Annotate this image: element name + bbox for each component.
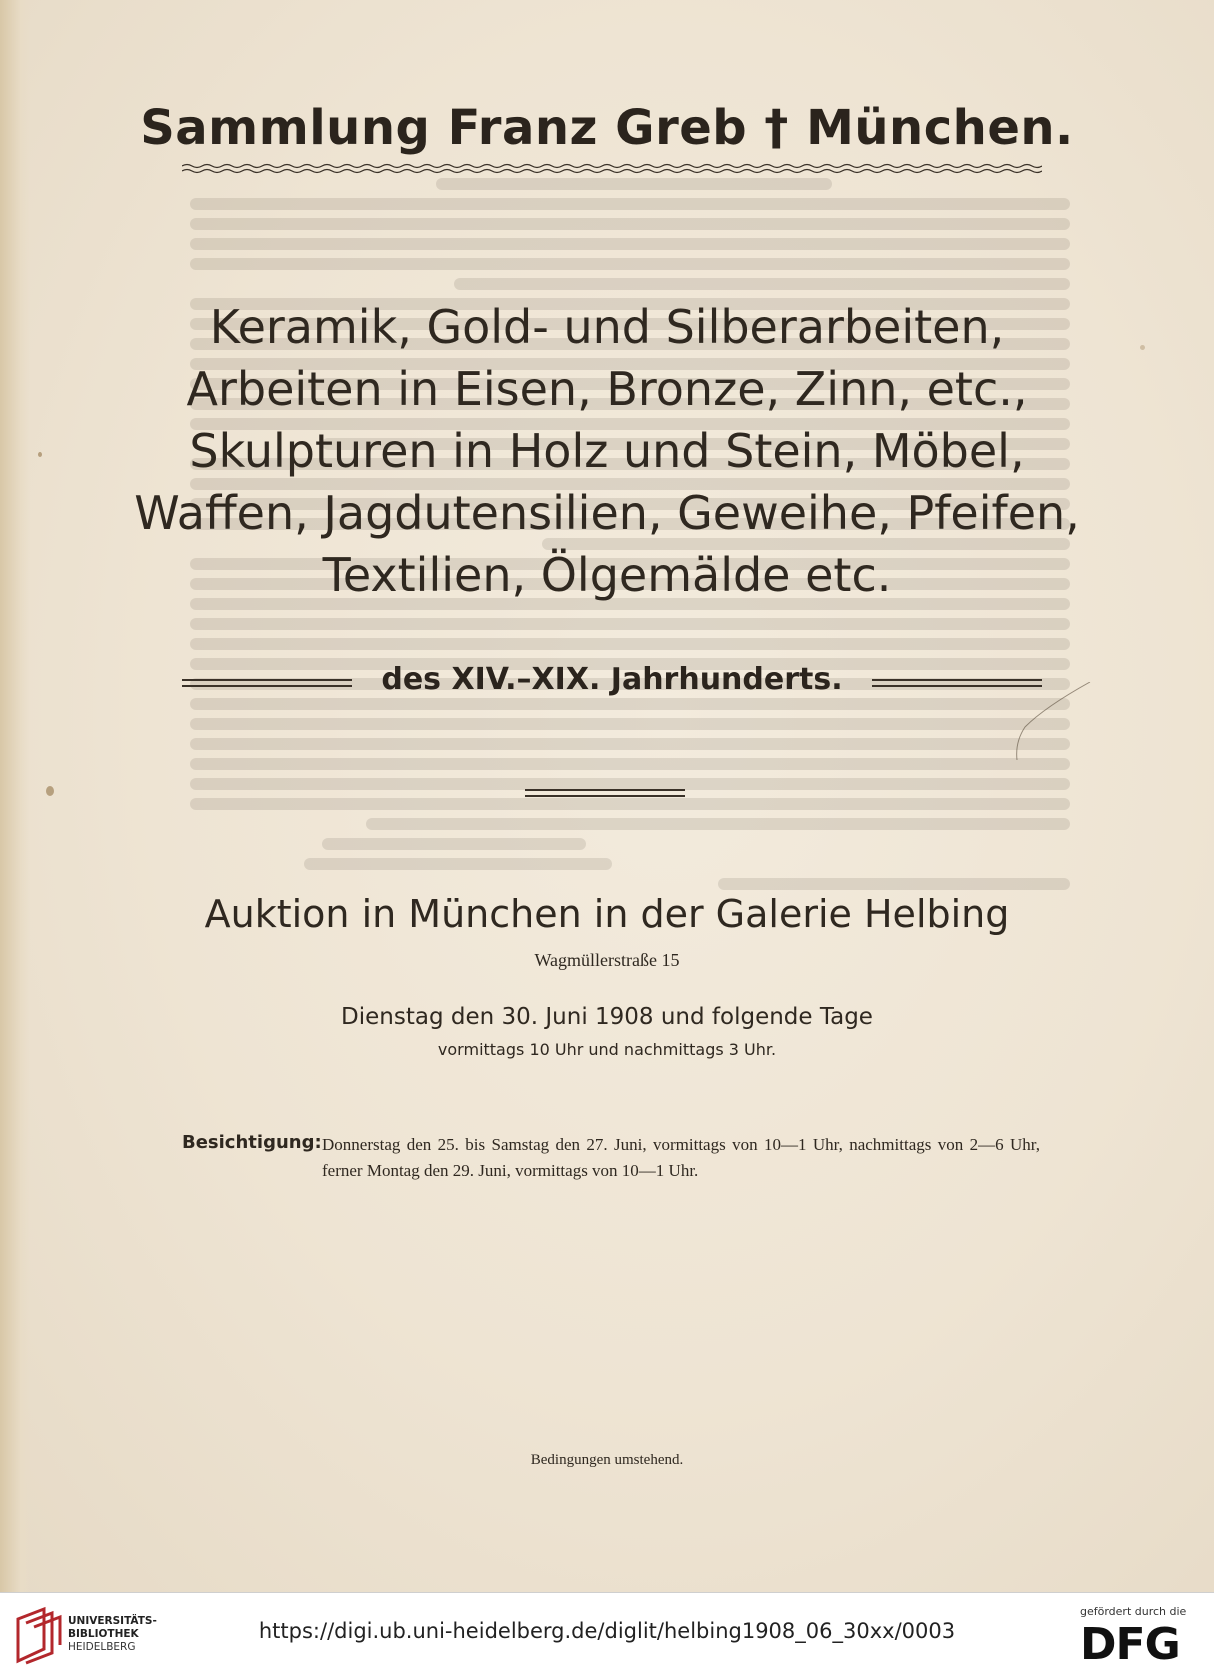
viewer-footer [0, 1592, 1214, 1679]
auction-times: vormittags 10 Uhr und nachmittags 3 Uhr. [437, 1040, 777, 1059]
auction-heading: Auktion in München in der Galerie Helbing [204, 892, 1010, 936]
viewing-label: Besichtigung: [182, 1132, 322, 1153]
viewing-text: Donnerstag den 25. bis Samstag den 27. Juni, vormittags von 10—1 Uhr, nachmittags von 2—6 Uhr, ferner Montag den 29. Juni, vormittags von 10—1 Uhr. [322, 1135, 1040, 1180]
permalink[interactable]: https://digi.ub.uni-heidelberg.de/diglit/helbing1908_06_30xx/0003 [258, 1619, 956, 1643]
section-divider [525, 789, 685, 797]
wavy-rule [182, 163, 1042, 175]
dfg-logo[interactable]: DFG [1080, 1619, 1180, 1670]
paper-stain [46, 786, 54, 796]
library-line: BIBLIOTHEK [68, 1628, 139, 1640]
subject-line: Skulpturen in Holz und Stein, Möbel, [189, 424, 1025, 478]
conditions-note: Bedingungen umstehend. [530, 1452, 684, 1468]
auction-address: Wagmüllerstraße 15 [534, 950, 680, 970]
page-edge [0, 0, 30, 1592]
auction-date: Dienstag den 30. Juni 1908 und folgende Tage [341, 1004, 873, 1030]
century-heading: des XIV.–XIX. Jahrhunderts. [381, 662, 843, 697]
subjects-list [0, 296, 1214, 606]
subject-line: Keramik, Gold- und Silberarbeiten, [209, 300, 1005, 354]
library-line: HEIDELBERG [68, 1641, 136, 1653]
paper-stain [38, 452, 42, 457]
funding-caption: gefördert durch die [1080, 1605, 1187, 1618]
library-line: UNIVERSITÄTS- [68, 1615, 157, 1627]
century-row [182, 662, 1042, 708]
left-double-rule [182, 679, 352, 687]
paper-scratch [1005, 682, 1095, 762]
page-title: Sammlung Franz Greb † München. [140, 100, 1074, 156]
paper-stain [1140, 345, 1145, 350]
subject-line: Textilien, Ölgemälde etc. [322, 548, 892, 602]
subject-line: Waffen, Jagdutensilien, Geweihe, Pfeifen, [134, 486, 1080, 540]
subject-line: Arbeiten in Eisen, Bronze, Zinn, etc., [186, 362, 1028, 416]
